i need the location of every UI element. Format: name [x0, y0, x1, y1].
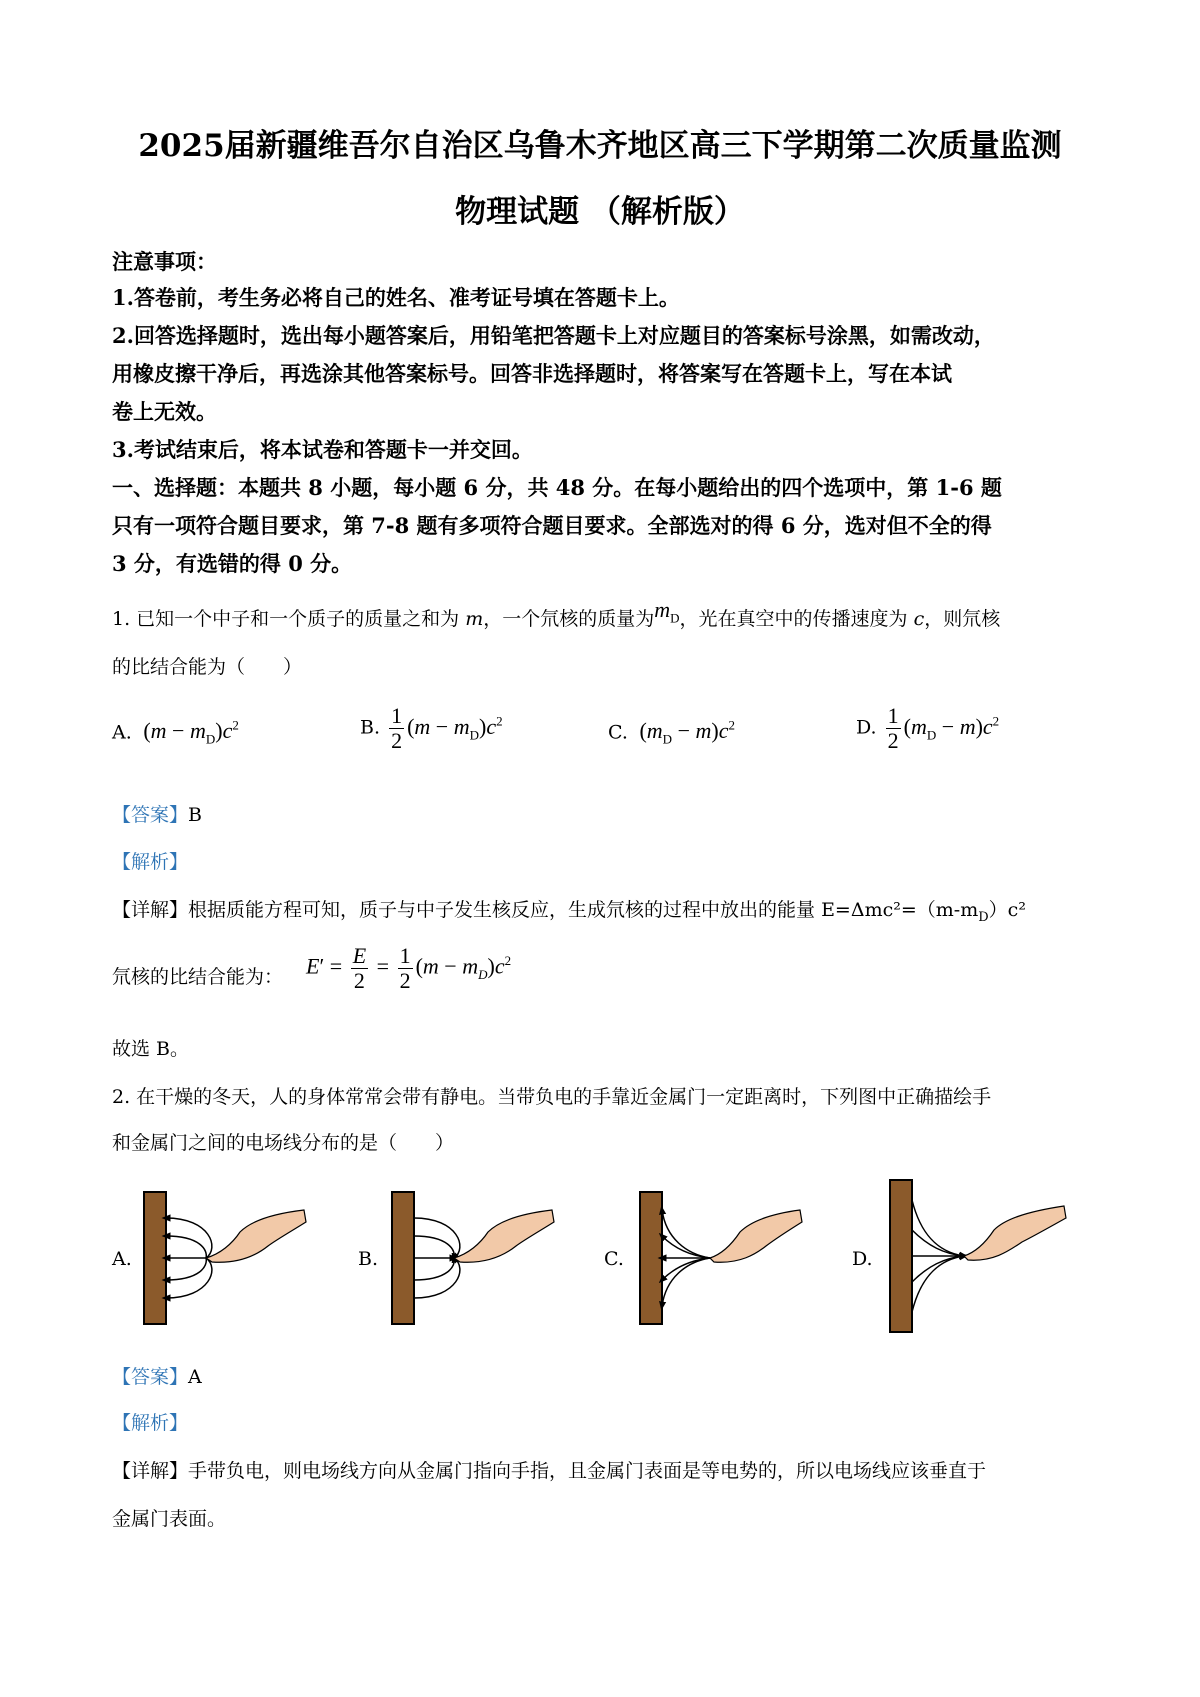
q2-detail-label: 【详解】 [112, 1460, 189, 1482]
q1-text-a: 1. 已知一个中子和一个质子的质量之和为 [112, 608, 466, 630]
q1-var-m: m [465, 608, 484, 630]
option-d-label: D. [856, 716, 877, 739]
q2-figure-a-label: A. [112, 1248, 132, 1270]
document-title-line1: 2025届新疆维吾尔自治区乌鲁木齐地区高三下学期第二次质量监测 [138, 128, 1062, 164]
q1-option-a[interactable] [112, 718, 239, 748]
notes-heading: 注意事项： [112, 249, 217, 274]
q2-detail-text: 手带负电，则电场线方向从金属门指向手指，且金属门表面是等电势的，所以电场线应该垂直于 [188, 1460, 987, 1482]
q1-conclusion: 故选 B。 [112, 1038, 190, 1060]
q2-stem-line2: 和金属门之间的电场线分布的是（ ） [112, 1132, 455, 1154]
option-b-label: B. [360, 716, 381, 739]
section-heading-line1: 一、选择题：本题共 8 小题，每小题 6 分，共 48 分。在每小题给出的四个选项中，第 1-6 题 [112, 475, 1002, 500]
q2-figure-c[interactable] [636, 1188, 806, 1328]
option-d-expression: $\frac{1}{2}$ $(m_D - m)c^2$ [887, 703, 1000, 753]
q1-option-b[interactable] [360, 704, 503, 753]
metal-door [640, 1192, 662, 1324]
option-b-expression: $\frac{1}{2}$ $(m - m_D)c^2$ [391, 703, 503, 753]
q1-text-c: ，光在真空中的传播速度为 [679, 608, 914, 630]
note-1-number: 1. [112, 285, 134, 310]
hand-icon [710, 1210, 802, 1262]
q1-answer-value: B [188, 804, 202, 826]
q1-detail-line2 [112, 962, 283, 989]
q2-figure-d-label: D. [852, 1248, 873, 1270]
hand-icon [206, 1210, 306, 1262]
q1-option-d[interactable] [856, 704, 999, 753]
option-c-label: C. [608, 721, 628, 744]
option-c-expression: $(m_D - m)c^2$ [633, 718, 735, 747]
note-1-text: 答卷前，考生务必将自己的姓名、准考证号填在答题卡上。 [133, 285, 680, 310]
q2-figure-b[interactable] [388, 1188, 558, 1328]
q1-text-d: ，则氘核 [924, 608, 1001, 630]
note-2-text-a: 回答选择题时，选出每小题答案后，用铅笔把答题卡上对应题目的答案标号涂黑，如需改动， [133, 323, 995, 348]
q2-stem-line1: 2. 在干燥的冬天，人的身体常常会带有静电。当带负电的手靠近金属门一定距离时，下列图中正确描绘手 [112, 1086, 992, 1108]
note-3-text: 考试结束后，将本试卷和答题卡一并交回。 [133, 437, 533, 462]
option-a-label: A. [112, 721, 132, 744]
q1-var-c: c [913, 608, 925, 630]
metal-door [144, 1192, 166, 1324]
q1-answer-label: 【答案】 [112, 804, 189, 826]
hand-icon [964, 1206, 1066, 1260]
note-3-number: 3. [112, 437, 134, 462]
document-title-line2: 物理试题 （解析版） [455, 194, 745, 230]
hand-icon [454, 1210, 554, 1262]
note-1 [112, 282, 680, 312]
q2-answer [112, 1362, 202, 1389]
section-heading-line3: 3 分，有选错的得 0 分。 [112, 551, 353, 576]
q1-stem-line1 [112, 597, 1001, 634]
note-2-line2: 用橡皮擦干净后，再选涂其他答案标号。回答非选择题时，将答案写在答题卡上，写在本试 [112, 361, 952, 386]
note-2-line3: 卷上无效。 [112, 399, 217, 424]
q1-detail-label: 【详解】 [112, 899, 189, 921]
q2-detail-line1 [112, 1456, 986, 1483]
q1-analysis-label: 【解析】 [112, 851, 189, 873]
note-2-number: 2. [112, 323, 134, 348]
metal-door [392, 1192, 414, 1324]
q1-text-b: ，一个氘核的质量为 [483, 608, 655, 630]
q1-answer [112, 800, 202, 827]
q1-var-mD: $m_D$ [654, 597, 680, 626]
q1-detail-line2-text: 氘核的比结合能为： [112, 966, 284, 988]
section-heading-line2: 只有一项符合题目要求，第 7-8 题有多项符合题目要求。全部选对的得 6 分，选对但不全的得 [112, 513, 992, 538]
q1-detail-eq-sub: D [978, 909, 989, 925]
q2-analysis-label: 【解析】 [112, 1412, 189, 1434]
note-2-line1 [112, 320, 995, 350]
q2-answer-value: A [188, 1366, 202, 1388]
q1-option-c[interactable] [608, 718, 735, 748]
q1-detail-text: 根据质能方程可知，质子与中子发生核反应，生成氘核的过程中放出的能量 [188, 899, 822, 921]
q1-binding-energy-formula: E′ = $\frac{E}{2}$ = $\frac{1}{2}$ $(m - m_D)c^2$ [306, 943, 512, 993]
q1-detail-eq-end: ）c² [988, 899, 1026, 921]
q2-figure-d[interactable] [886, 1176, 1072, 1336]
q2-answer-label: 【答案】 [112, 1366, 189, 1388]
option-a-expression: $(m - m_D)c^2$ [137, 718, 239, 747]
q2-detail-line2: 金属门表面。 [112, 1508, 227, 1530]
note-3 [112, 434, 533, 464]
q1-stem-line2: 的比结合能为（ ） [112, 656, 303, 678]
q1-detail-eq: E=Δmc²=（m-m [821, 899, 979, 921]
q2-figure-a[interactable] [140, 1188, 310, 1328]
q2-figure-c-label: C. [604, 1248, 624, 1270]
q2-figure-b-label: B. [358, 1248, 379, 1270]
q1-detail-line1 [112, 895, 1026, 925]
metal-door [890, 1180, 912, 1332]
